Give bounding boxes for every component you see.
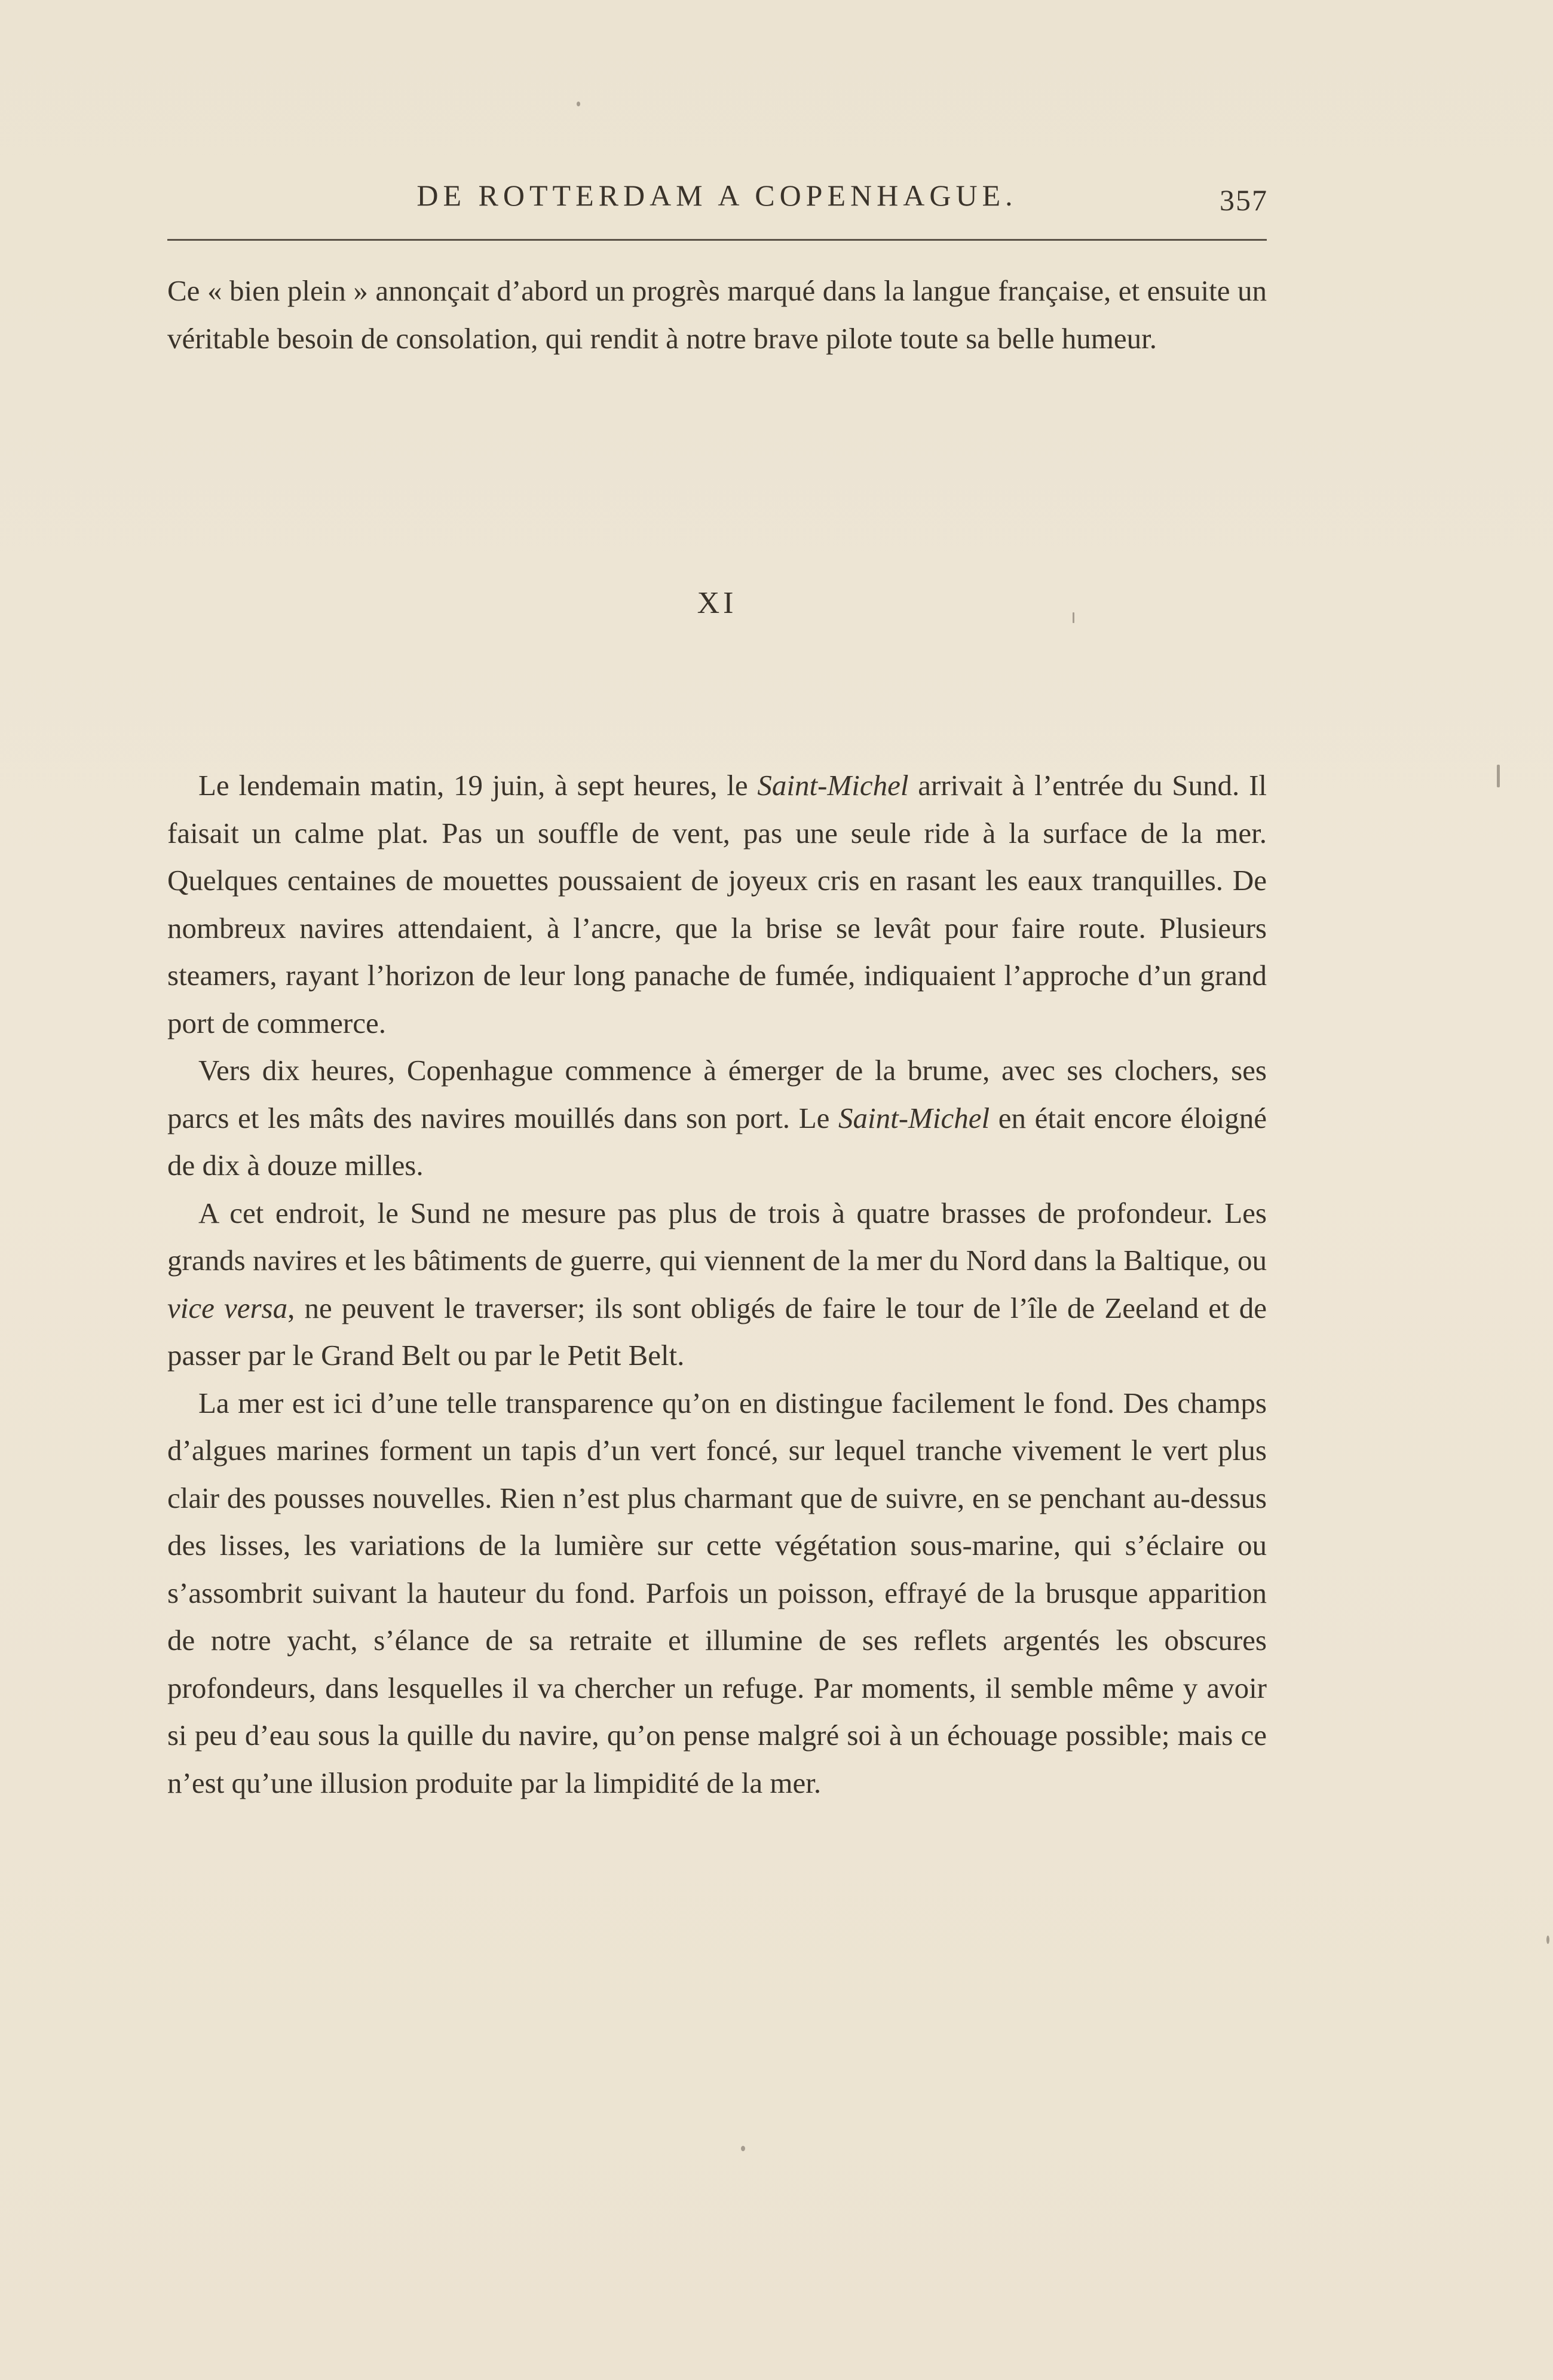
intro-paragraph: Ce « bien plein » annonçait d’abord un progrès marqué dans la langue française, et ensuite un véritable besoin de consolation, qui rendit à notre brave pilote toute sa belle humeur. <box>167 274 1267 355</box>
running-head <box>167 178 1267 226</box>
running-title: DE ROTTERDAM A COPENHAGUE. <box>416 179 1018 212</box>
paper-speck <box>1546 1936 1549 1944</box>
ship-name: Saint-Michel <box>757 769 909 802</box>
section-heading: XI <box>697 586 737 620</box>
header-rule <box>167 239 1267 241</box>
paper-speck <box>1073 612 1074 623</box>
paragraph-arrival <box>167 762 1267 1047</box>
paragraph-text: Le lendemain matin, 19 juin, à sept heures, le <box>198 769 758 802</box>
latin-phrase: vice versa <box>167 1291 288 1324</box>
paragraph-text: A cet endroit, le Sund ne mesure pas plus de trois à quatre brasses de profondeur. Les grands navires et les bâtiments de guerre, qui viennent de la mer du Nord dans la Baltique, ou <box>167 1196 1267 1277</box>
paper-speck <box>741 2146 745 2151</box>
page-number: 357 <box>1220 183 1268 217</box>
paper-speck <box>577 102 580 106</box>
ship-name: Saint-Michel <box>838 1101 990 1134</box>
main-text-block <box>167 762 1267 1807</box>
paper-speck <box>1497 765 1500 787</box>
paragraph-text: arrivait à l’entrée du Sund. Il faisait un calme plat. Pas un souffle de vent, pas une seule ride à la surface de la mer. Quelques centaines de mouettes poussaient de joyeux cris en rasant les eaux tranquilles. De nombreux navires attendaient, à l’ancre, que la brise se levât pour faire route. Plusieurs steamers, rayant l’horizon de leur long panache de fumée, indiquaient l’approche d’un grand port de commerce. <box>167 769 1267 1039</box>
paragraph-text: Vers dix heures, Copenhague commence à émerger de la brume, avec ses clochers, ses parcs et les mâts des navires mouillés dans son port. Le <box>167 1054 1267 1134</box>
paragraph-text: en était encore éloigné de dix à douze milles. <box>167 1101 1267 1182</box>
paragraph-sund <box>167 1189 1267 1379</box>
paragraph-transparency: La mer est ici d’une telle transparence qu’on en distingue facilement le fond. Des champs d’algues marines forment un tapis d’un vert foncé, sur lequel tranche vivement le vert plus clair des pousses nouvelles. Rien n’est plus charmant que de suivre, en se penchant au-dessus des lisses, les variations de la lumière sur cette végétation sous-marine, qui s’éclaire ou s’assombrit suivant la hauteur du fond. Parfois un poisson, effrayé de la brusque apparition de notre yacht, s’élance de sa retraite et illumine de ses reflets argentés les obscures profondeurs, dans lesquelles il va chercher un refuge. Par moments, il semble même y avoir si peu d’eau sous la quille du navire, qu’on pense malgré soi à un échouage possible; mais ce n’est qu’une illusion produite par la limpidité de la mer. <box>167 1386 1267 1799</box>
intro-text-block <box>167 267 1267 362</box>
paragraph-copenhagen <box>167 1047 1267 1189</box>
paragraph-text: , ne peuvent le traverser; ils sont obligés de faire le tour de l’île de Zeeland et de passer par le Grand Belt ou par le Petit Belt. <box>167 1291 1267 1372</box>
